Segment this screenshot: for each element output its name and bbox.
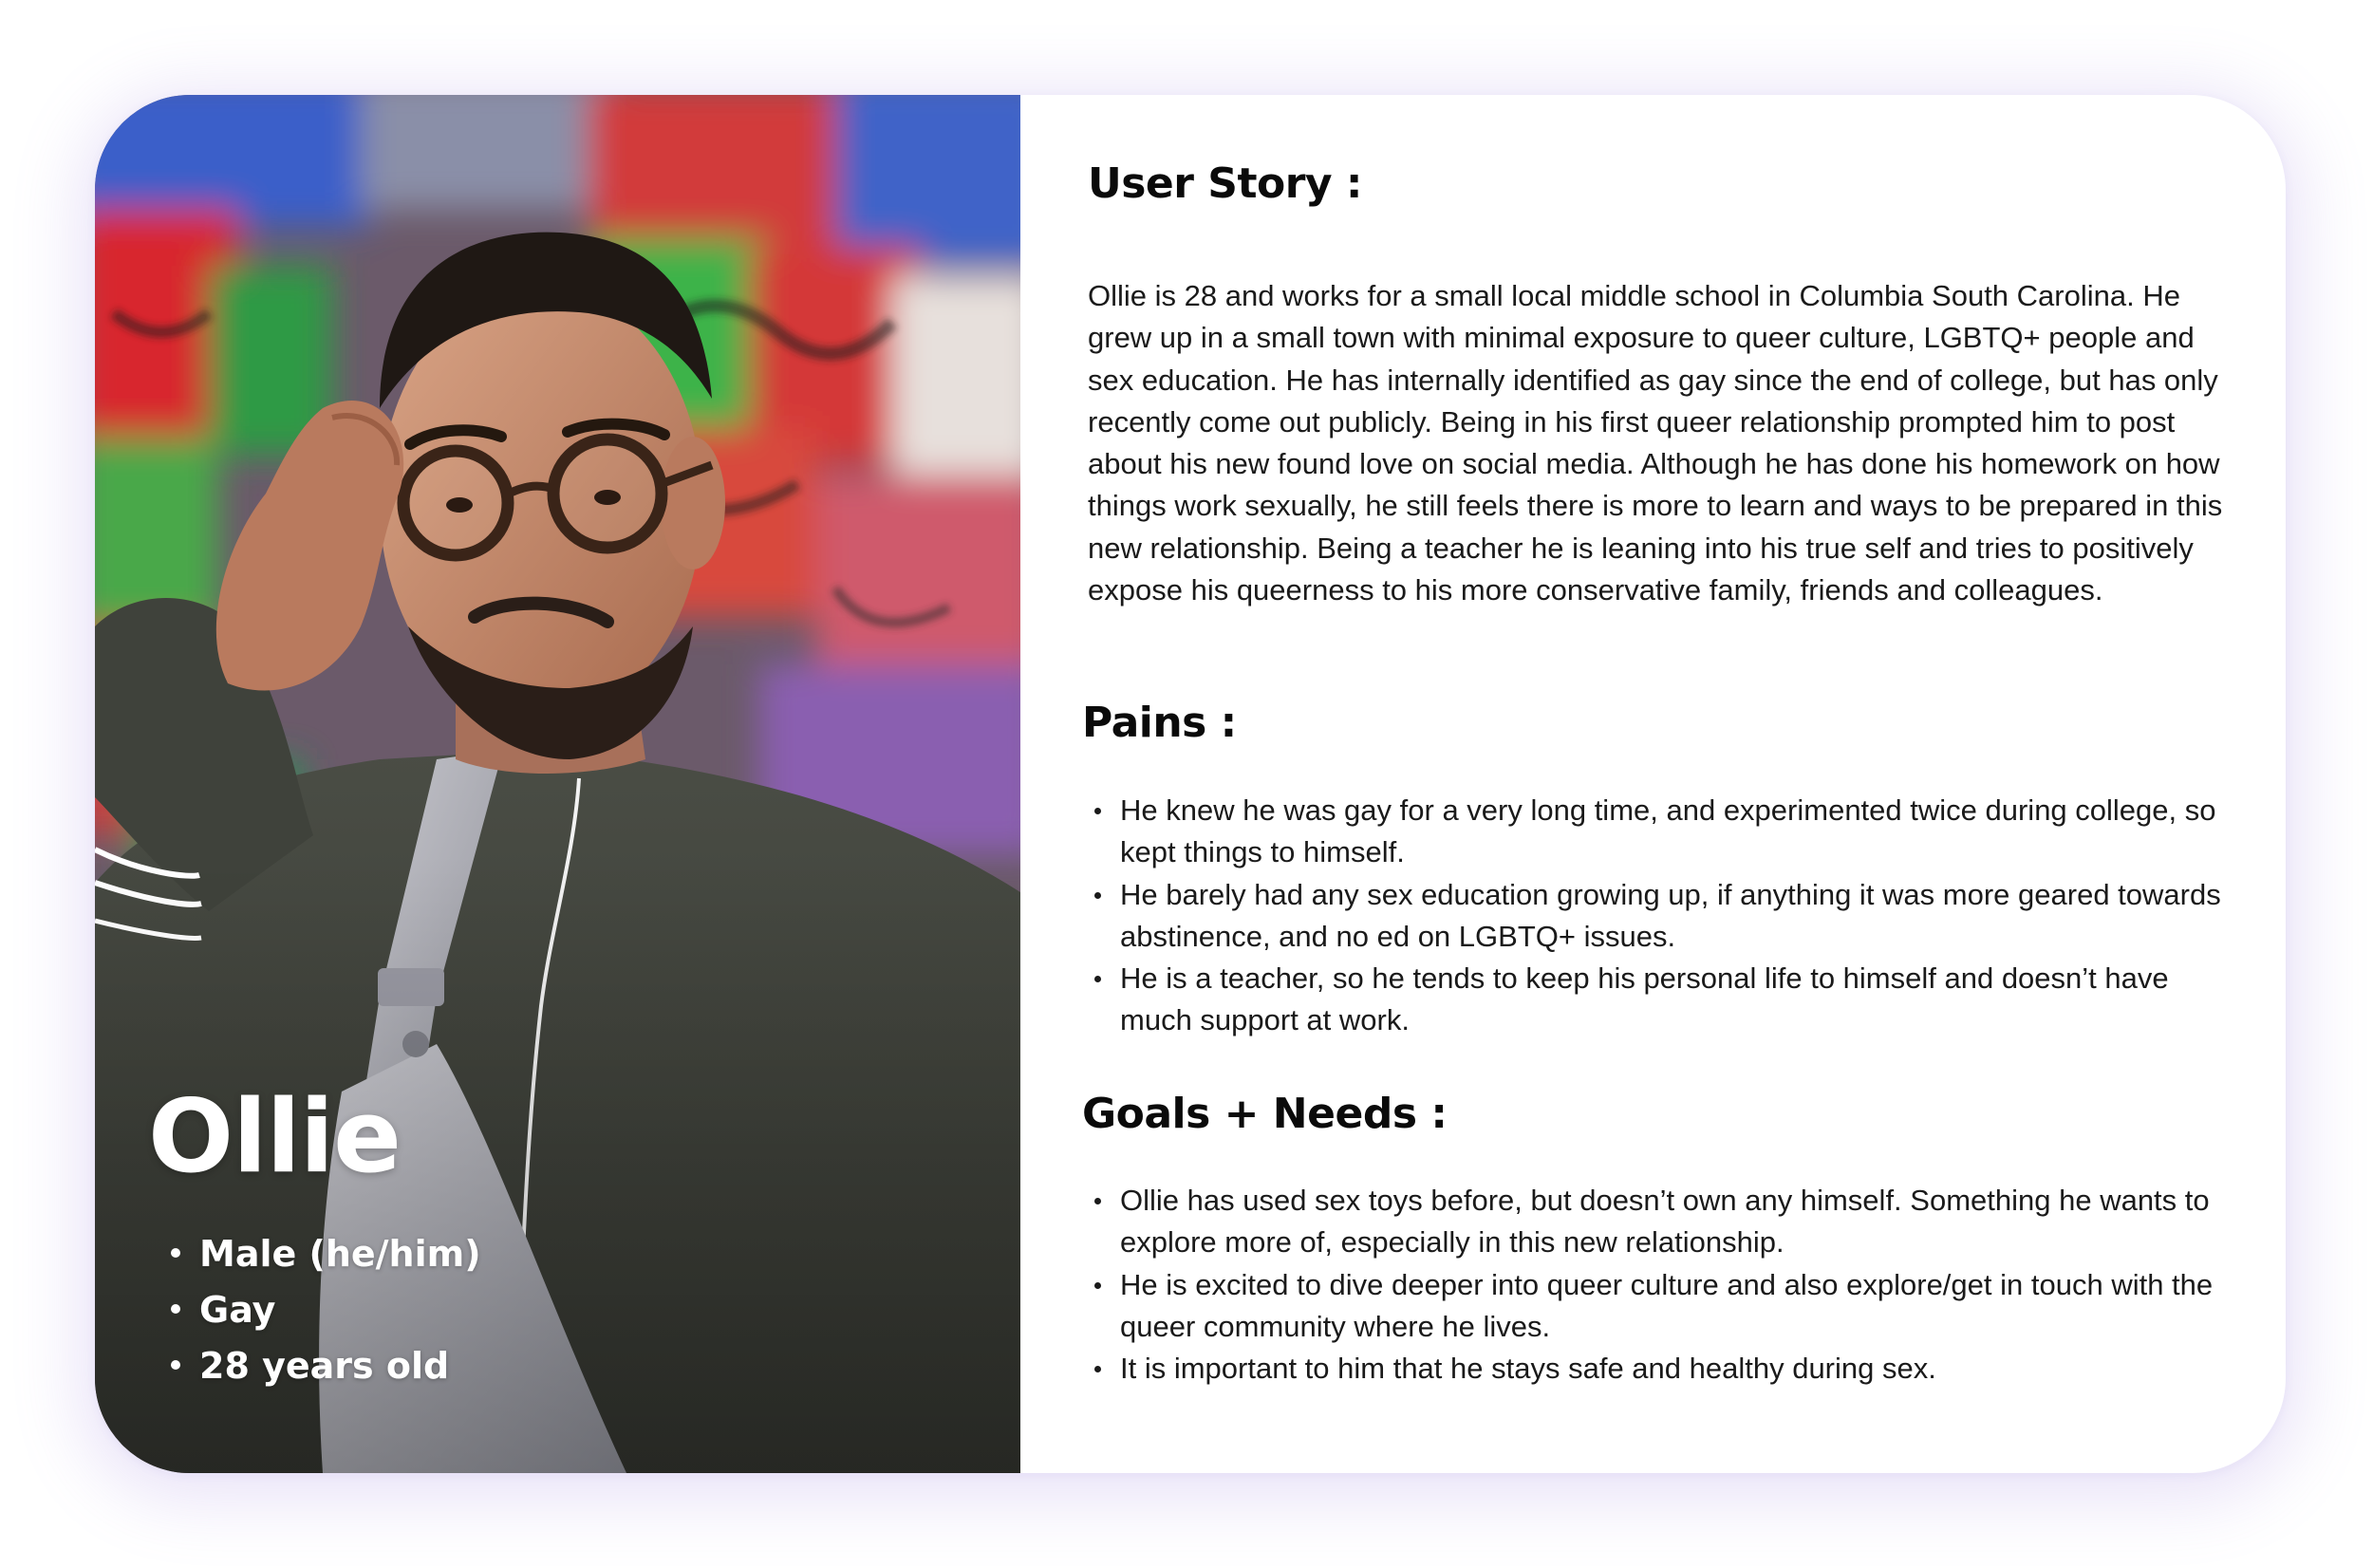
list-item: He knew he was gay for a very long time, and experimented twice during college, so kept things to himself. xyxy=(1120,790,2231,874)
list-item: Ollie has used sex toys before, but doesn’t own any himself. Something he wants to explore more of, especially in this new relationship. xyxy=(1120,1180,2231,1264)
bullet-icon xyxy=(171,1360,180,1370)
bullet-icon xyxy=(171,1304,180,1314)
pains-heading: Pains : xyxy=(1082,699,1237,747)
persona-card xyxy=(95,95,2286,1473)
persona-details xyxy=(1080,95,2248,1473)
list-item: He barely had any sex education growing up, if anything it was more geared towards abstinence, and no ed on LGBTQ+ issues. xyxy=(1120,874,2231,959)
user-story-heading: User Story : xyxy=(1088,159,1363,208)
user-story-body: Ollie is 28 and works for a small local middle school in Columbia South Carolina. He grew up in a small town with minimal exposure to queer culture, LGBTQ+ people and sex education. He has internally identified as gay since the end of college, but has only recently come out publicly. Being in his first queer relationship prompted him to post about his new found love on social media. Although he has done his homework on how things work sexually, he still feels there is more to learn and ways to be prepared in this new relationship. Being a teacher he is leaning into his true self and tries to positively expose his queerness to his more conservative family, friends and colleagues. xyxy=(1088,279,2223,607)
list-item: He is excited to dive deeper into queer culture and also explore/get in touch with the queer community where he lives. xyxy=(1120,1264,2231,1349)
persona-fact-orientation: Gay xyxy=(171,1282,481,1338)
goals-needs-list xyxy=(1120,1180,2231,1390)
goals-needs-heading: Goals + Needs : xyxy=(1082,1090,1448,1138)
list-item: He is a teacher, so he tends to keep his personal life to himself and doesn’t have much support at work. xyxy=(1120,958,2231,1042)
persona-fact-gender: Male (he/him) xyxy=(171,1226,481,1282)
persona-name: Ollie xyxy=(148,1078,402,1195)
list-item: It is important to him that he stays safe and healthy during sex. xyxy=(1120,1348,2231,1390)
persona-photo xyxy=(95,95,1020,1473)
persona-facts xyxy=(171,1226,481,1394)
persona-fact-age: 28 years old xyxy=(171,1338,481,1394)
pains-list xyxy=(1120,790,2231,1042)
bullet-icon xyxy=(171,1248,180,1258)
